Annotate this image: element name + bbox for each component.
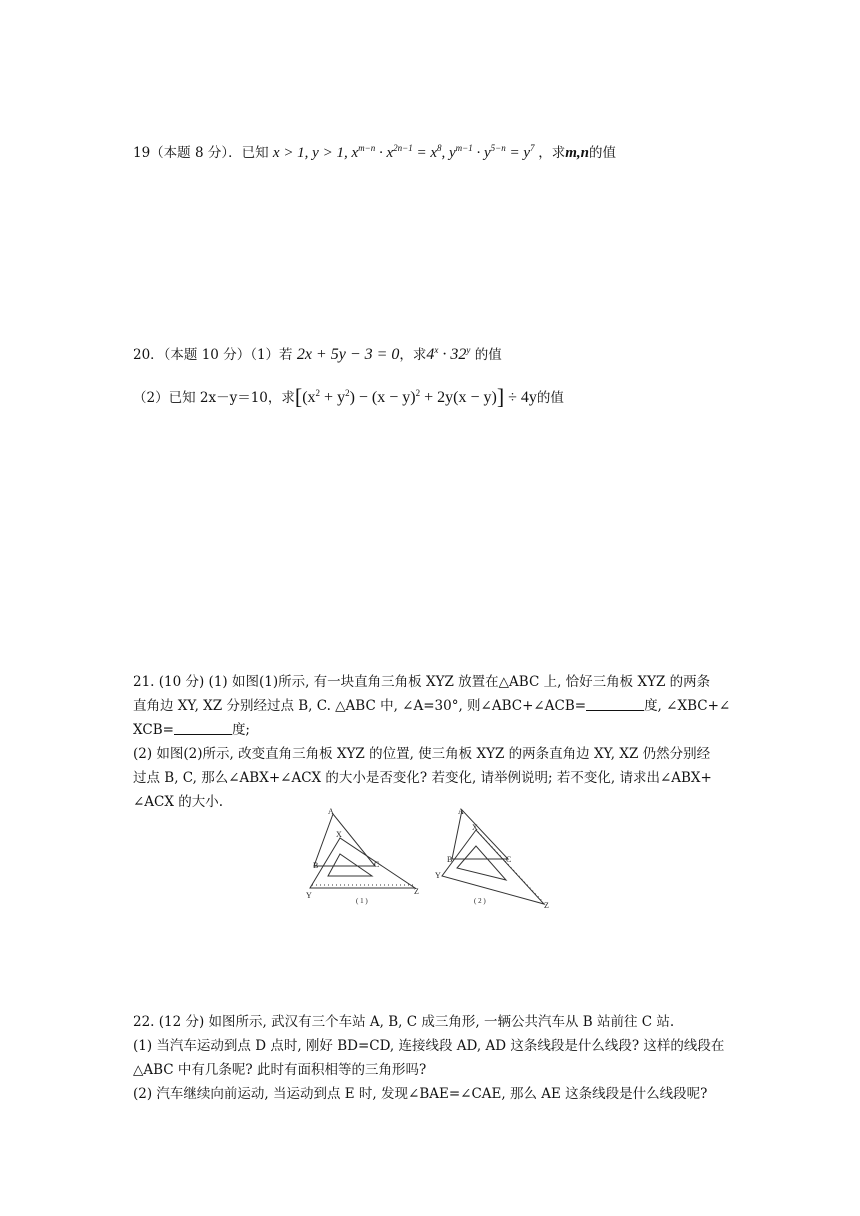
q19-line	[133, 141, 616, 162]
caption-fig1: ( 1 )	[356, 897, 368, 905]
q21-line-3	[133, 718, 250, 738]
q22-line-2: (1) 当汽车运动到点 D 点时, 刚好 BD=CD, 连接线段 AD, AD 这条线段是什么线段? 这样的线段在	[133, 1038, 725, 1054]
q19-header: 19（本题 8 分）．已知	[133, 145, 269, 161]
answer-blank-1[interactable]	[586, 699, 644, 711]
q20-part2-prefix: （2）已知 2x－y＝10，求	[133, 390, 295, 406]
q21-line-6: ∠ACX 的大小.	[133, 794, 224, 810]
q22-line-1: 22. (12 分) 如图所示, 武汉有三个车站 A, B, C 成三角形, 一辆公共汽车从 B 站前往 C 站.	[133, 1014, 675, 1030]
q21-line-5: 过点 B, C, 那么∠ABX+∠ACX 的大小是否变化? 若变化, 请举例说明; 若不变化, 请求出∠ABX+	[133, 770, 712, 786]
label-b-fig1: B	[313, 861, 319, 870]
caption-fig2: ( 2 )	[474, 897, 486, 905]
label-y-fig2: Y	[435, 871, 441, 880]
label-x-fig1: X	[336, 830, 342, 839]
q21-line-1: 21. (10 分) (1) 如图(1)所示, 有一块直角三角板 XYZ 放置在△ABC 上, 恰好三角板 XYZ 的两条	[133, 674, 711, 690]
q21-line-4: (2) 如图(2)所示, 改变直角三角板 XYZ 的位置, 使三角板 XYZ 的两条直角边 XY, XZ 仍然分别经	[133, 746, 711, 762]
q21-line-3-text: XCB=	[133, 722, 174, 738]
q21-line-2-tail: 度, ∠XBC+∠	[644, 698, 731, 714]
q20-equation: 2x + 5y − 3 = 0	[296, 346, 400, 363]
set-square-inner-fig1	[328, 854, 372, 876]
label-a-fig1: A	[328, 807, 334, 816]
figure-2	[432, 804, 557, 914]
label-c-fig2: C	[506, 855, 512, 864]
q21-line-2-text: 直角边 XY, XZ 分别经过点 B, C. △ABC 中, ∠A=30°, 则∠ABC+∠ACB=	[133, 698, 587, 714]
q21-line-3-tail: 度;	[231, 722, 250, 738]
q20-part2-suffix: 的值	[536, 390, 564, 406]
triangle-abc-fig1	[314, 814, 375, 866]
label-z-fig2: Z	[544, 901, 549, 910]
q19-tail-prefix: ，求	[538, 145, 566, 161]
q22-line-4: (2) 汽车继续向前运动, 当运动到点 E 时, 发现∠BAE=∠CAE, 那么 AE 这条线段是什么线段呢?	[133, 1086, 708, 1102]
label-a-fig2: A	[458, 807, 464, 816]
q20-part2-expression: $[(x^2 + y^2) - (x - y)^2 + 2y(x - y)] \div 4y$	[294, 384, 537, 409]
q22-line-3: △ABC 中有几条呢? 此时有面积相等的三角形吗?	[133, 1062, 427, 1078]
q20-expression: $4^x \cdot 32^y$	[426, 345, 471, 363]
label-c-fig1: C	[374, 860, 380, 869]
set-square-fig1	[310, 838, 415, 888]
answer-blank-2[interactable]	[174, 723, 232, 735]
q20-end: 的值	[474, 347, 502, 363]
q19-formula: x > 1, y > 1, $x^{m-n} \cdot x^{2n-1} = x^8$, $y^{m-1} \cdot y^{5-n} = y^7$	[272, 143, 535, 161]
q21-line-2	[133, 694, 730, 714]
q19-tail-vars: m,n	[565, 145, 590, 161]
label-y-fig1: Y	[306, 891, 312, 900]
q20-line-2	[133, 384, 564, 410]
figure-1	[300, 806, 425, 906]
q20-mid: ，求	[399, 347, 427, 363]
q19-tail-suffix: 的值	[589, 145, 617, 161]
set-square-inner-fig2	[457, 846, 506, 880]
q20-header: 20．（本题 10 分）（1）若	[133, 347, 293, 363]
label-x-fig2: X	[472, 823, 478, 832]
label-b-fig2: B	[447, 855, 453, 864]
q20-line-1	[133, 343, 502, 364]
label-z-fig1: Z	[414, 887, 419, 896]
